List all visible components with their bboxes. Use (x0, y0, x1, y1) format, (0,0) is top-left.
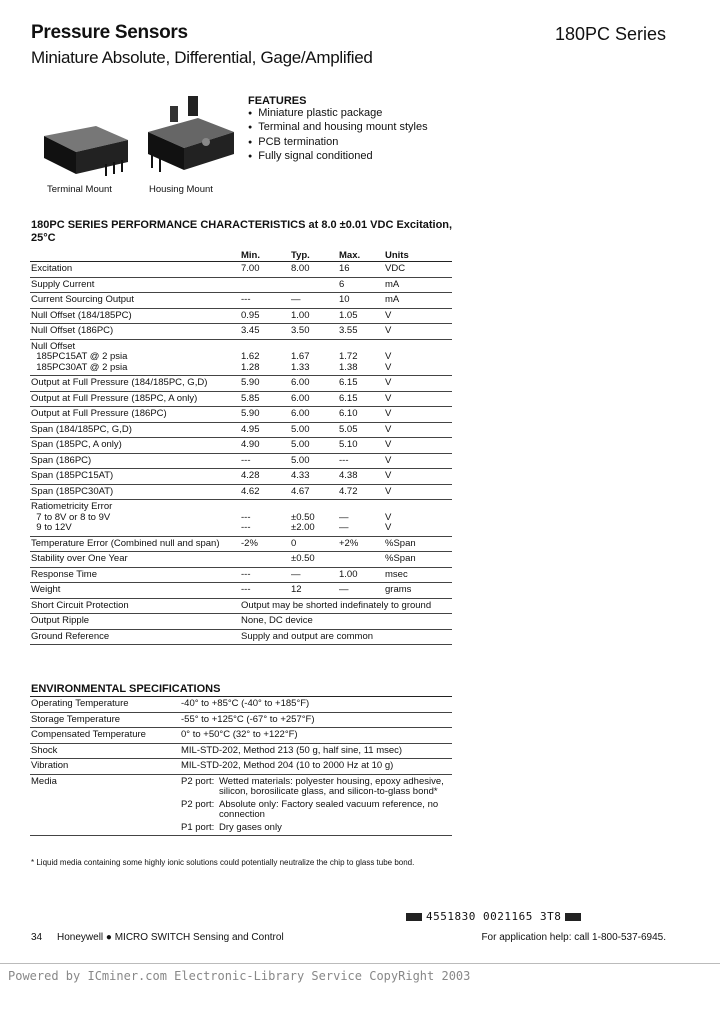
table-row (30, 278, 452, 294)
header-typ: Typ. (291, 250, 310, 261)
table-row (30, 775, 452, 837)
row-label: Null Offset 185PC15AT @ 2 psia 185PC30AT @ 2 psia (31, 340, 128, 373)
table-row (30, 324, 452, 340)
features-list (248, 95, 428, 164)
row-max: 6.10 (339, 408, 358, 419)
row-max: 5.05 (339, 423, 358, 435)
row-max: 1.72 1.38 (339, 351, 358, 373)
row-units: mA (385, 294, 400, 305)
row-typ: 5.00 (291, 439, 310, 450)
row-typ: 0 (291, 537, 297, 549)
header-max: Max. (339, 250, 361, 261)
row-label: Compensated Temperature (31, 729, 146, 740)
row-max: 6.15 (339, 377, 358, 388)
row-text: MIL-STD-202, Method 213 (50 g, half sine, 11 msec) (181, 744, 403, 756)
page-subtitle: Miniature Absolute, Differential, Gage/Amplified (31, 48, 373, 67)
row-units: V (385, 309, 392, 321)
table-row (30, 438, 452, 454)
row-label: Output at Full Pressure (184/185PC, G,D) (31, 377, 208, 388)
row-label: Vibration (31, 760, 69, 771)
environmental-title: ENVIRONMENTAL SPECIFICATIONS (31, 683, 221, 695)
footer-help: For application help: call 1-800-537-6945. (481, 932, 666, 943)
row-label: Stability over One Year (31, 553, 128, 564)
barcode-block (406, 913, 422, 921)
table-row (30, 552, 452, 568)
row-max: 4.72 (339, 485, 358, 497)
row-units: V (385, 408, 392, 419)
table-row (30, 759, 452, 775)
media-port: P2 port: (181, 798, 215, 810)
table-row (30, 469, 452, 485)
row-text: -40° to +85°C (-40° to +185°F) (181, 698, 310, 709)
row-max: +2% (339, 537, 359, 549)
row-label: Output at Full Pressure (185PC, A only) (31, 392, 198, 404)
row-typ: 1.67 1.33 (291, 351, 310, 373)
row-max: 6.15 (339, 392, 358, 404)
table-row (30, 537, 452, 553)
row-min: 7.00 (241, 263, 260, 274)
row-label: Ratiometricity Error 7 to 8V or 8 to 9V 9 to 12V (31, 501, 113, 533)
row-label: Current Sourcing Output (31, 294, 134, 305)
row-max: 4.38 (339, 470, 358, 481)
table-row (30, 744, 452, 760)
row-text: Output may be shorted indefinately to ground (241, 599, 432, 611)
row-label: Shock (31, 744, 58, 756)
table-row (30, 614, 452, 630)
row-units: msec (385, 568, 408, 580)
row-typ: 4.33 (291, 470, 310, 481)
table-row (30, 630, 452, 646)
table-row (30, 713, 452, 729)
row-typ: ±0.50 ±2.00 (291, 511, 315, 533)
row-typ: 5.00 (291, 423, 310, 435)
row-label: Span (185PC15AT) (31, 470, 114, 481)
row-max: 3.55 (339, 325, 358, 336)
table-row (30, 392, 452, 408)
row-label: Output at Full Pressure (186PC) (31, 408, 167, 419)
row-units: %Span (385, 537, 416, 549)
table-header (30, 250, 452, 262)
housing-mount-image (142, 92, 242, 176)
table-row (30, 340, 452, 377)
row-typ (291, 278, 339, 293)
series-label: 180PC Series (554, 24, 666, 44)
row-units: V (385, 377, 392, 388)
row-min (241, 552, 291, 567)
feature-item: ● Miniature plastic package (248, 107, 428, 121)
table-row (30, 454, 452, 470)
header-min: Min. (241, 250, 260, 261)
table-row (30, 568, 452, 584)
row-label: Storage Temperature (31, 713, 121, 725)
row-label: Excitation (31, 263, 73, 274)
table-row (30, 485, 452, 501)
feature-item: ● Terminal and housing mount styles (248, 121, 428, 135)
row-label: Null Offset (186PC) (31, 325, 114, 336)
row-typ: 6.00 (291, 377, 310, 388)
row-label: Null Offset (184/185PC) (31, 309, 132, 321)
row-label: Short Circuit Protection (31, 599, 129, 611)
performance-table (30, 250, 452, 645)
row-typ: 3.50 (291, 325, 310, 336)
row-min: 3.45 (241, 325, 260, 336)
row-label: Span (185PC, A only) (31, 439, 122, 450)
table-row (30, 376, 452, 392)
row-label: Span (184/185PC, G,D) (31, 423, 132, 435)
row-label: Output Ripple (31, 615, 90, 626)
row-max: 6 (339, 278, 345, 290)
barcode-text: 4551830 0021165 3T8 (426, 910, 562, 923)
performance-title: 180PC SERIES PERFORMANCE CHARACTERISTICS at 8.0 ±0.01 VDC Excitation, 25°C (31, 219, 453, 244)
row-units: V (385, 392, 392, 404)
row-units: VDC (385, 263, 406, 274)
row-min (241, 278, 291, 293)
row-max: --- (339, 454, 349, 466)
row-typ: 6.00 (291, 408, 310, 419)
row-units: V (385, 423, 392, 435)
row-min: 4.62 (241, 485, 260, 497)
table-row (30, 728, 452, 744)
row-min: 5.90 (241, 408, 260, 419)
table-row (30, 262, 452, 278)
table-row (30, 583, 452, 599)
row-units: V (385, 325, 392, 336)
row-text: Supply and output are common (241, 630, 374, 642)
row-typ: — (291, 294, 301, 305)
row-max: 10 (339, 294, 350, 305)
row-min: 4.28 (241, 470, 260, 481)
table-row (30, 309, 452, 325)
row-units: V (385, 454, 392, 466)
footer-org: Honeywell ● MICRO SWITCH Sensing and Control (57, 932, 284, 943)
row-label: Span (186PC) (31, 454, 92, 466)
row-units: V V (385, 511, 392, 533)
row-min: --- (241, 584, 251, 595)
terminal-mount-caption: Terminal Mount (47, 184, 112, 195)
page-title: Pressure Sensors (31, 22, 188, 43)
header-label (30, 250, 241, 261)
media-line (181, 800, 452, 821)
row-min: 4.95 (241, 423, 260, 435)
row-max: 1.00 (339, 568, 358, 580)
media-line (181, 777, 452, 798)
header-units: Units (385, 250, 409, 261)
row-min: -2% (241, 537, 258, 549)
row-min: --- (241, 294, 251, 305)
row-label: Weight (31, 584, 61, 595)
row-units: V (385, 470, 392, 481)
features-heading: FEATURES (248, 95, 307, 107)
media-line (181, 823, 452, 834)
row-max: — (339, 584, 349, 595)
row-typ: 12 (291, 584, 302, 595)
row-text: -55° to +125°C (-67° to +257°F) (181, 713, 315, 725)
row-min: --- (241, 568, 251, 580)
row-min: --- --- (241, 511, 251, 533)
media-label: Media (31, 775, 57, 787)
media-port: P1 port: (181, 821, 215, 833)
row-units: V V (385, 351, 392, 373)
table-row (30, 293, 452, 309)
row-typ: ±0.50 (291, 553, 315, 564)
page-number: 34 (31, 932, 43, 943)
media-text: Dry gases only (219, 821, 282, 833)
table-row (30, 407, 452, 423)
row-min: --- (241, 454, 251, 466)
row-max (339, 552, 385, 567)
environmental-table (30, 696, 452, 836)
powered-by-banner: Powered by ICminer.com Electronic-Library Service CopyRight 2003 (0, 963, 720, 983)
barcode-block (565, 913, 581, 921)
row-min: 0.95 (241, 309, 260, 321)
row-text: None, DC device (241, 615, 313, 626)
row-typ: 5.00 (291, 454, 310, 466)
housing-mount-caption: Housing Mount (149, 184, 213, 195)
row-label: Ground Reference (31, 630, 110, 642)
row-label: Supply Current (31, 278, 95, 290)
row-max: 16 (339, 263, 350, 274)
barcode (402, 910, 585, 923)
row-units: %Span (385, 553, 416, 564)
feature-item: ● Fully signal conditioned (248, 150, 428, 164)
row-min: 5.85 (241, 392, 260, 404)
row-label: Span (185PC30AT) (31, 485, 114, 497)
media-port: P2 port: (181, 775, 215, 787)
row-typ: 8.00 (291, 263, 310, 274)
row-units: V (385, 439, 392, 450)
media-text: Absolute only: Factory sealed vacuum reference, no connection (219, 798, 439, 820)
row-max: — — (339, 511, 349, 533)
row-units: mA (385, 278, 400, 290)
row-label: Temperature Error (Combined null and span) (31, 537, 220, 549)
table-row (30, 500, 452, 537)
media-text: Wetted materials: polyester housing, epoxy adhesive, silicon, borosilicate glass, and silicon-to-glass bond* (219, 775, 444, 797)
table-row (30, 423, 452, 439)
row-units: grams (385, 584, 412, 595)
row-min: 4.90 (241, 439, 260, 450)
row-units: V (385, 485, 392, 497)
footnote: * Liquid media containing some highly ionic solutions could potentially neutralize the chip to glass tube bond. (31, 858, 415, 867)
row-typ: — (291, 568, 301, 580)
row-text: MIL-STD-202, Method 204 (10 to 2000 Hz at 10 g) (181, 760, 394, 771)
table-row (30, 599, 452, 615)
row-max: 1.05 (339, 309, 358, 321)
terminal-mount-image (36, 118, 136, 178)
row-max: 5.10 (339, 439, 358, 450)
row-text: 0° to +50°C (32° to +122°F) (181, 729, 298, 740)
row-typ: 4.67 (291, 485, 310, 497)
media-lines (181, 775, 452, 836)
row-label: Operating Temperature (31, 698, 129, 709)
row-min: 5.90 (241, 377, 260, 388)
row-min: 1.62 1.28 (241, 351, 260, 373)
row-typ: 1.00 (291, 309, 310, 321)
table-row (30, 697, 452, 713)
feature-item: ● PCB termination (248, 136, 428, 150)
row-typ: 6.00 (291, 392, 310, 404)
row-label: Response Time (31, 568, 98, 580)
